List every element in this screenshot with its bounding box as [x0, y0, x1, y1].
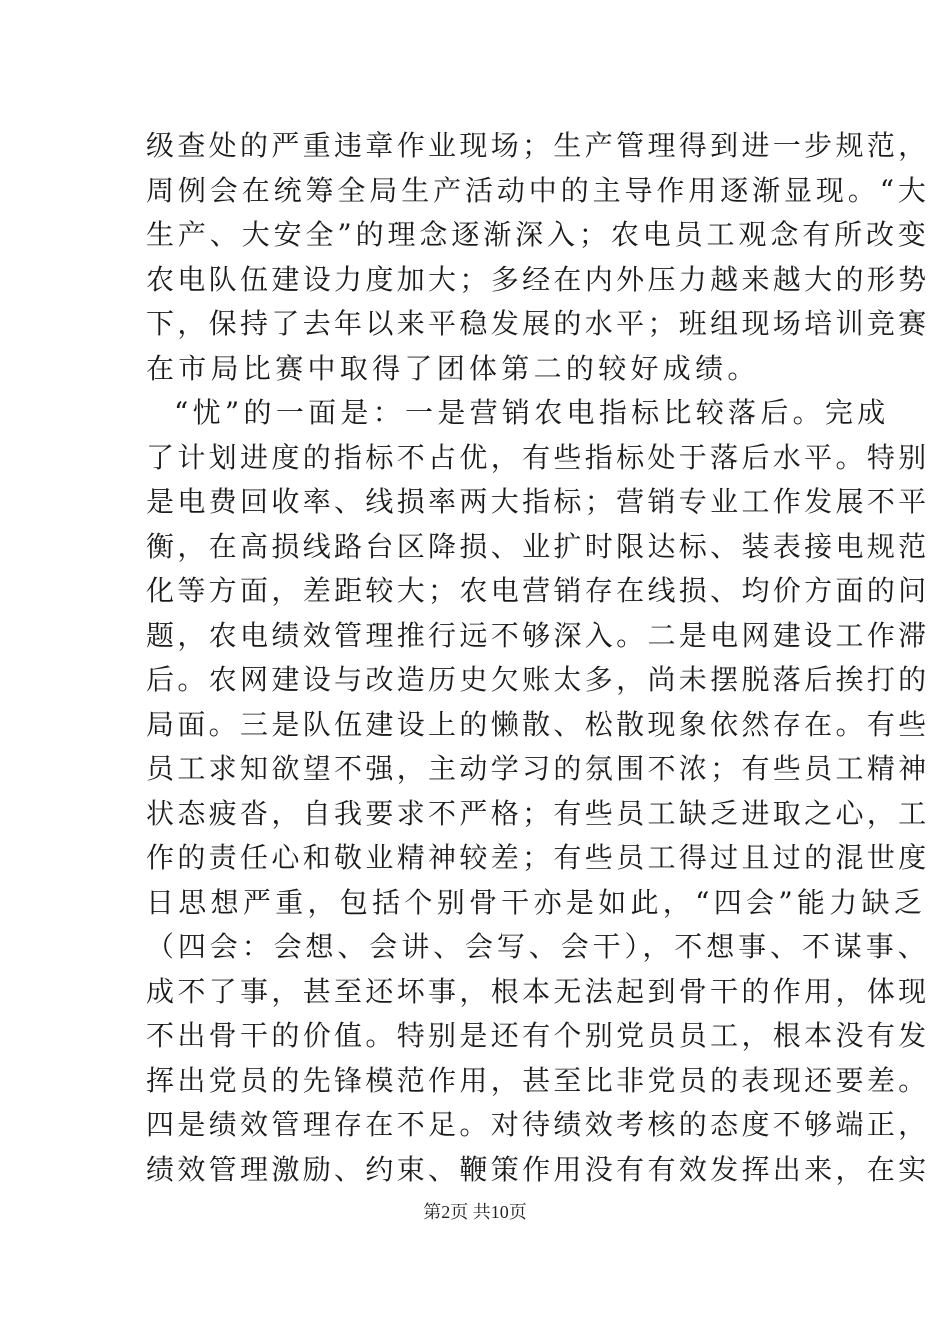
text-line: 级查处的严重违章作业现场；生产管理得到进一步规范， — [146, 129, 930, 162]
text-line: 作的责任心和敬业精神较差；有些员工得过且过的混世度 — [146, 841, 930, 874]
text-line: 状态疲沓，自我要求不严格；有些员工缺乏进取之心，工 — [146, 796, 930, 830]
text-line: 挥出党员的先锋模范作用，甚至比非党员的表现还要差。 — [146, 1063, 930, 1097]
text-line: 是电费回收率、线损率两大指标；营销专业工作发展不平 — [146, 485, 930, 518]
page-number-footer: 第2页 共10页 — [423, 1201, 527, 1222]
text-line: 周例会在统筹全局生产活动中的主导作用逐渐显现。“大 — [146, 173, 930, 207]
text-line: 在市局比赛中取得了团体第二的较好成绩。 — [146, 351, 760, 385]
text-line: 不出骨干的价值。特别是还有个别党员员工，根本没有发 — [146, 1019, 930, 1052]
text-line: 农电队伍建设力度加大；多经在内外压力越来越大的形势 — [146, 262, 930, 296]
paragraph-first-line: “忧”的一面是：一是营销农电指标比较落后。完成 — [174, 396, 890, 429]
text-line: （四会：会想、会讲、会写、会干），不想事、不谋事、 — [146, 930, 930, 963]
text-line: 四是绩效管理存在不足。对待绩效考核的态度不够端正， — [146, 1108, 930, 1141]
text-line: 题，农电绩效管理推行远不够深入。二是电网建设工作滞 — [146, 618, 930, 652]
text-line: 日思想严重，包括个别骨干亦是如此，“四会”能力缺乏 — [146, 885, 927, 919]
text-line: 后。农网建设与改造历史欠账太多，尚未摆脱落后挨打的 — [146, 663, 930, 696]
text-line: 绩效管理激励、约束、鞭策作用没有有效发挥出来，在实 — [146, 1152, 930, 1186]
text-line: 成不了事，甚至还坏事，根本无法起到骨干的作用，体现 — [146, 974, 930, 1008]
text-line: 下，保持了去年以来平稳发展的水平；班组现场培训竞赛 — [146, 307, 930, 340]
text-line: 衡，在高损线路台区降损、业扩时限达标、装表接电规范 — [146, 529, 930, 563]
text-line: 生产、大安全”的理念逐渐深入；农电员工观念有所改变 — [146, 218, 930, 251]
text-line: 局面。三是队伍建设上的懒散、松散现象依然存在。有些 — [146, 707, 930, 741]
text-line: 化等方面，差距较大；农电营销存在线损、均价方面的问 — [146, 574, 930, 607]
text-line: 员工求知欲望不强，主动学习的氛围不浓；有些员工精神 — [146, 752, 930, 785]
text-line: 了计划进度的指标不占优，有些指标处于落后水平。特别 — [146, 440, 930, 474]
